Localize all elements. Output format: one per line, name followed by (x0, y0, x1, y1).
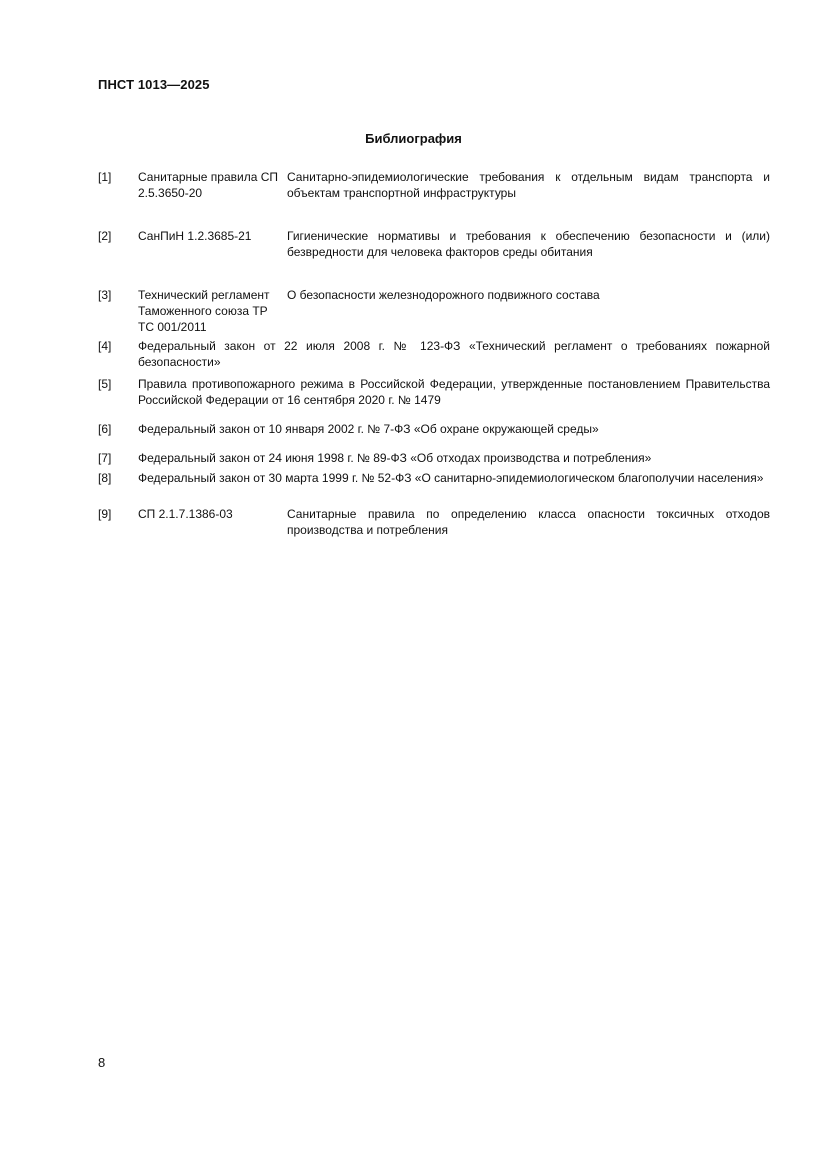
entry-number: [3] (98, 288, 112, 302)
bibliography-entry (98, 376, 770, 408)
bibliography-entry (98, 421, 770, 437)
document-code: ПНСТ 1013—2025 (98, 77, 210, 92)
page-number: 8 (98, 1055, 106, 1070)
entry-title: Гигиенические нормативы и требования к обеспечению безопасности и (или) безвредности для человека факторов среды обитания (287, 229, 770, 259)
entry-text: Федеральный закон от 22 июля 2008 г. № 123-ФЗ «Технический регламент о требованиях пожарной безопасности» (138, 339, 770, 369)
entry-number: [8] (98, 471, 112, 485)
entry-text: Правила противопожарного режима в Российской Федерации, утвержденные постановлением Правительства Российской Федерации от 16 сентября 2020 г. № 1479 (138, 377, 770, 407)
entry-source: Санитарные правила СП 2.5.3650-20 (138, 170, 278, 200)
bibliography-entry (98, 470, 770, 486)
entry-text: Федеральный закон от 24 июня 1998 г. № 89-ФЗ «Об отходах производства и потребления» (138, 451, 652, 465)
entry-text: Федеральный закон от 30 марта 1999 г. № 52-ФЗ «О санитарно-эпидемиологическом благополучии населения» (138, 471, 764, 485)
bibliography-entry (98, 450, 770, 466)
entry-source: Технический регламент Таможенного союза ТР ТС 001/2011 (138, 288, 270, 334)
entry-number: [1] (98, 170, 112, 184)
entry-title: Санитарные правила по определению класса опасности токсичных отходов производства и потребления (287, 507, 770, 537)
bibliography-title: Библиография (365, 131, 462, 146)
entry-title: О безопасности железнодорожного подвижного состава (287, 288, 600, 302)
entry-number: [5] (98, 377, 112, 391)
entry-title: Санитарно-эпидемиологические требования к отдельным видам транспорта и объектам транспортной инфраструктуры (287, 170, 770, 200)
entry-number: [7] (98, 451, 112, 465)
bibliography-entry (98, 338, 770, 370)
entry-number: [9] (98, 507, 112, 521)
entry-number: [2] (98, 229, 112, 243)
entry-number: [6] (98, 422, 112, 436)
entry-source: СанПиН 1.2.3685-21 (138, 229, 252, 243)
entry-number: [4] (98, 339, 112, 353)
entry-text: Федеральный закон от 10 января 2002 г. № 7-ФЗ «Об охране окружающей среды» (138, 422, 599, 436)
entry-source: СП 2.1.7.1386-03 (138, 507, 233, 521)
